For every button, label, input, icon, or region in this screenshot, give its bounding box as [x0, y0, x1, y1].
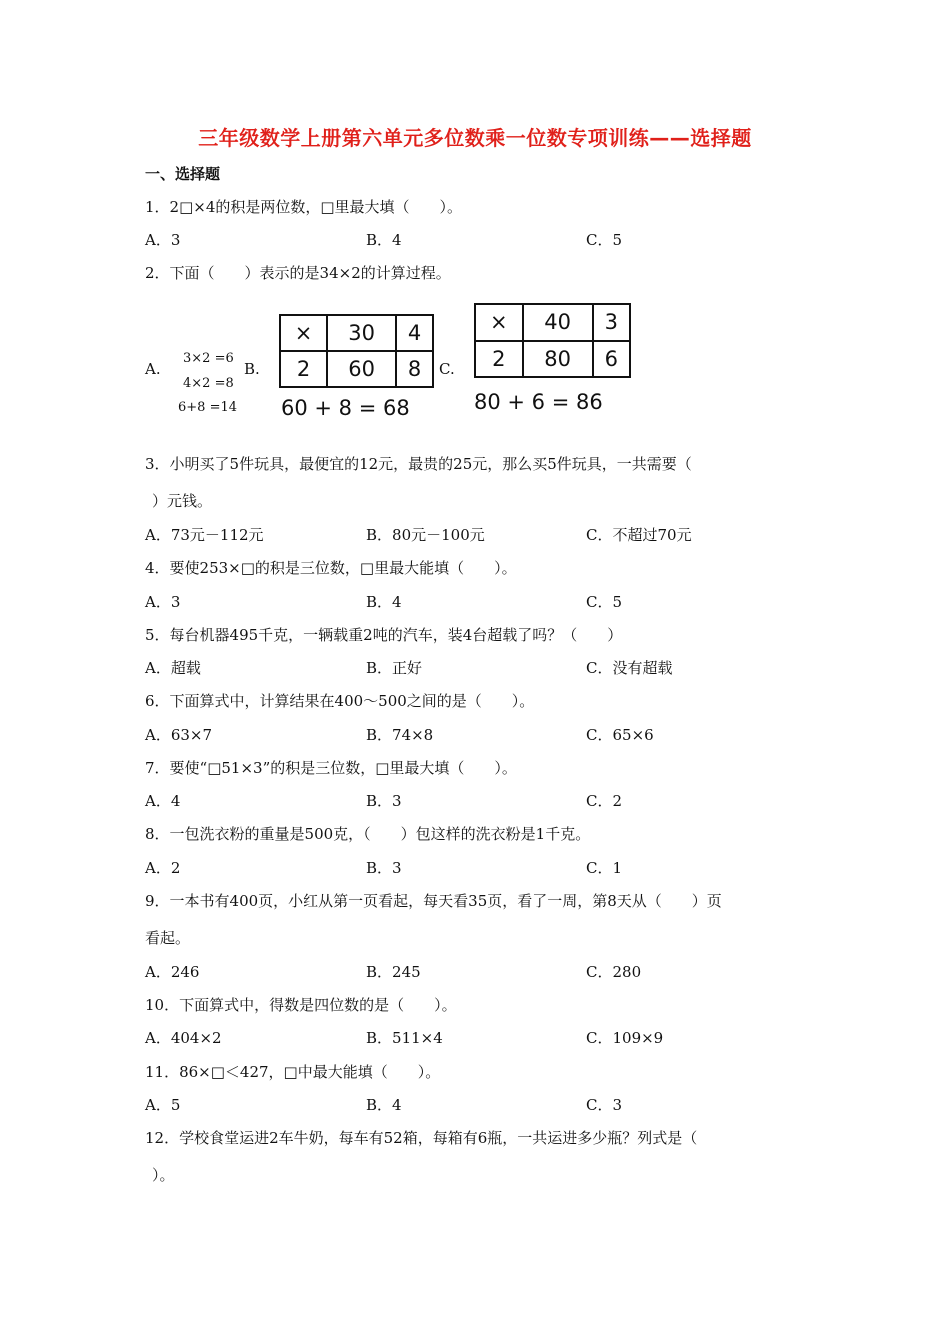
grid-cell: 40 — [523, 304, 593, 341]
q3-option-b: B．80元－100元 — [366, 526, 485, 544]
q11-option-a: A．5 — [145, 1096, 181, 1114]
q4-option-b: B．4 — [366, 593, 402, 611]
question-3-cont: ）元钱。 — [152, 492, 213, 510]
q4-option-a: A．3 — [145, 593, 181, 611]
q4-option-c: C．5 — [586, 593, 623, 611]
q6-option-b: B．74×8 — [366, 726, 434, 744]
q10-option-a: A．404×2 — [145, 1029, 222, 1047]
grid-cell: × — [280, 315, 327, 351]
q10-option-c: C．109×9 — [586, 1029, 664, 1047]
q2-option-b-label: B. — [244, 360, 260, 378]
q5-option-b: B．正好 — [366, 659, 423, 677]
question-2: 2．下面（ ）表示的是34×2的计算过程。 — [145, 264, 451, 282]
q2-a-step: 3×2 =6 — [183, 351, 234, 366]
q2-option-a-label: A. — [145, 360, 161, 378]
question-1: 1．2□×4的积是两位数，□里最大填（ ）。 — [145, 198, 463, 216]
q7-option-a: A．4 — [145, 792, 181, 810]
q6-option-a: A．63×7 — [145, 726, 213, 744]
q2-option-b-equation: 60 + 8 = 68 — [281, 396, 410, 420]
q10-option-b: B．511×4 — [366, 1029, 443, 1047]
q9-option-a: A．246 — [145, 963, 200, 981]
q9-option-b: B．245 — [366, 963, 421, 981]
grid-cell: 30 — [327, 315, 396, 351]
grid-cell: 60 — [327, 351, 396, 387]
section-heading: 一、选择题 — [145, 165, 221, 183]
question-9-cont: 看起。 — [145, 929, 191, 947]
q7-option-c: C．2 — [586, 792, 623, 810]
grid-cell: 3 — [593, 304, 630, 341]
grid-cell: 4 — [396, 315, 433, 351]
q2-option-c-equation: 80 + 6 = 86 — [474, 390, 603, 414]
q2-option-c-grid — [474, 303, 631, 378]
question-4: 4．要使253×□的积是三位数，□里最大能填（ ）。 — [145, 559, 517, 577]
q8-option-c: C．1 — [586, 859, 623, 877]
question-10: 10．下面算式中，得数是四位数的是（ ）。 — [145, 996, 457, 1014]
q1-option-c: C．5 — [586, 231, 623, 249]
q11-option-b: B．4 — [366, 1096, 402, 1114]
q11-option-c: C．3 — [586, 1096, 623, 1114]
grid-cell: 6 — [593, 341, 630, 378]
question-7: 7．要使“□51×3”的积是三位数，□里最大填（ ）。 — [145, 759, 517, 777]
grid-cell: × — [475, 304, 523, 341]
grid-cell: 2 — [280, 351, 327, 387]
question-5: 5．每台机器495千克，一辆载重2吨的汽车，装4台超载了吗？（ ） — [145, 626, 623, 644]
question-3: 3．小明买了5件玩具，最便宜的12元，最贵的25元，那么买5件玩具，一共需要（ — [145, 455, 692, 473]
question-8: 8．一包洗衣粉的重量是500克，（ ）包这样的洗衣粉是1千克。 — [145, 825, 591, 843]
q1-option-b: B．4 — [366, 231, 402, 249]
q6-option-c: C．65×6 — [586, 726, 654, 744]
q5-option-c: C．没有超载 — [586, 659, 673, 677]
q2-option-b-grid — [279, 314, 434, 388]
q9-option-c: C．280 — [586, 963, 642, 981]
question-11: 11．86×□＜427，□中最大能填（ ）。 — [145, 1063, 441, 1081]
question-6: 6．下面算式中，计算结果在400～500之间的是（ ）。 — [145, 692, 535, 710]
q5-option-a: A．超载 — [145, 659, 201, 677]
q8-option-a: A．2 — [145, 859, 181, 877]
q3-option-c: C．不超过70元 — [586, 526, 692, 544]
page-title: 三年级数学上册第六单元多位数乘一位数专项训练——选择题 — [198, 126, 752, 150]
q3-option-a: A．73元－112元 — [145, 526, 264, 544]
question-12: 12．学校食堂运进2车牛奶，每车有52箱，每箱有6瓶，一共运进多少瓶？列式是（ — [145, 1129, 698, 1147]
q2-option-c-label: C. — [439, 360, 455, 378]
q2-option-a-steps — [178, 347, 237, 421]
grid-cell: 80 — [523, 341, 593, 378]
q8-option-b: B．3 — [366, 859, 402, 877]
grid-cell: 8 — [396, 351, 433, 387]
q1-option-a: A．3 — [145, 231, 181, 249]
q2-a-step: 4×2 =8 — [183, 375, 234, 391]
q2-a-step: 6+8 =14 — [178, 400, 238, 415]
grid-cell: 2 — [475, 341, 523, 378]
q7-option-b: B．3 — [366, 792, 402, 810]
question-9: 9．一本书有400页，小红从第一页看起，每天看35页，看了一周，第8天从（ ）页 — [145, 892, 722, 910]
question-12-cont: ）。 — [152, 1166, 175, 1184]
